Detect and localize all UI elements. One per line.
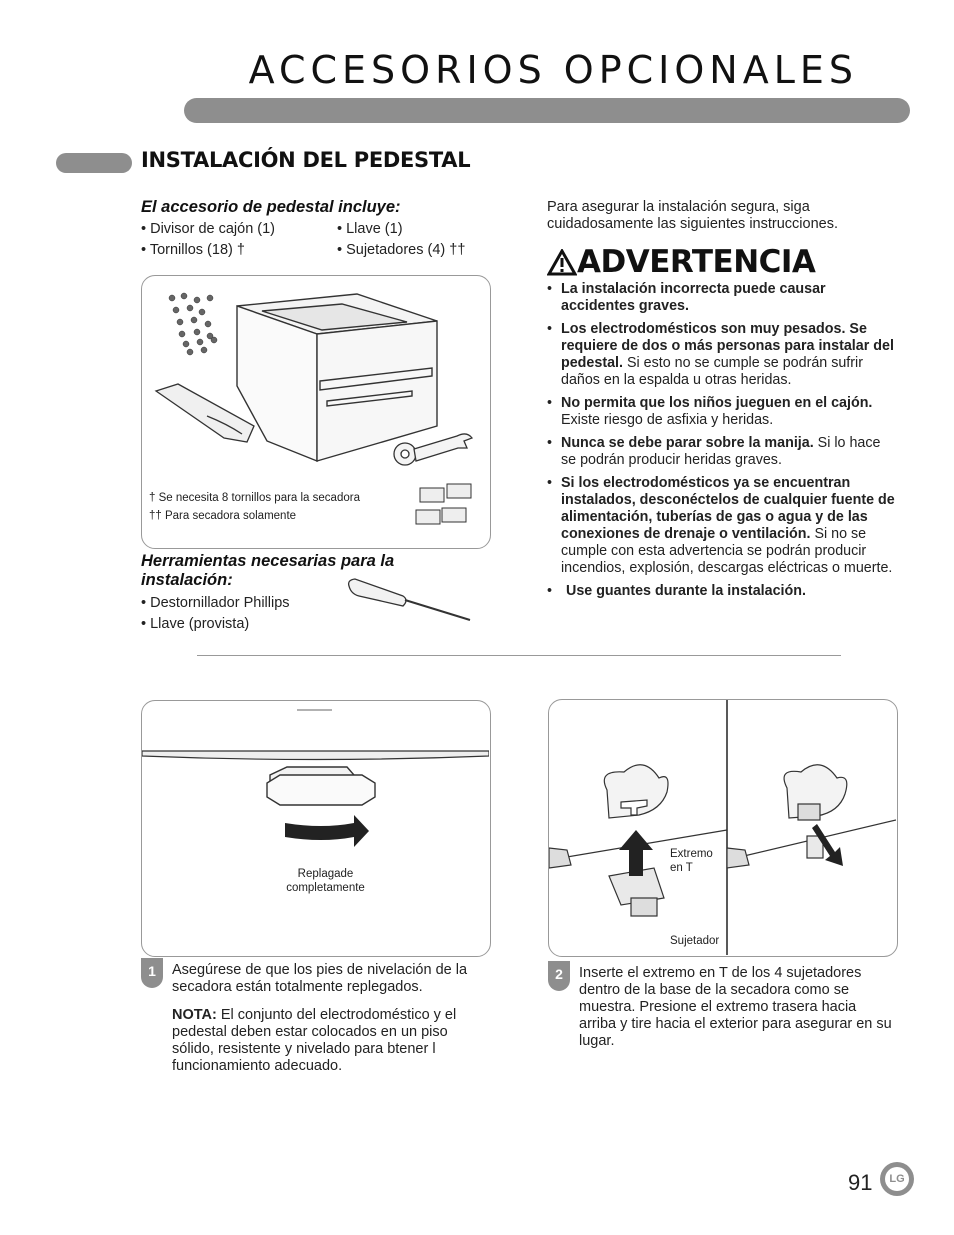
step2-figure	[548, 699, 898, 957]
page-header	[0, 48, 954, 96]
step1-number: 1	[141, 958, 163, 988]
header-title: ACCESORIOS OPCIONALES	[248, 48, 858, 92]
step1-figure	[141, 700, 491, 957]
lg-logo-icon	[880, 1162, 914, 1196]
warning-item: • Nunca se debe parar sobre la manija. Si lo hace se podrán producir heridas graves.	[547, 435, 897, 469]
tools-item-screwdriver: • Destornillador Phillips	[141, 595, 290, 611]
step1-figure-label: Replagade completamente	[286, 868, 365, 894]
rotate-arrow-icon	[285, 815, 369, 847]
pedestal-parts-figure	[141, 275, 491, 549]
leveling-foot-illustration	[142, 701, 489, 955]
tools-item-wrench: • Llave (provista)	[141, 616, 250, 632]
step2-number: 2	[548, 961, 570, 991]
step2-text: Inserte el extremo en T de los 4 sujetadores dentro de la base de la secadora como se muestra. Presione el extremo trasera hacia arriba y tire hacia el exterior para asegurar en su lugar.	[579, 965, 892, 1049]
warning-title: ADVERTENCIA	[577, 244, 816, 280]
step1-text: Asegúrese de que los pies de nivelación de la secadora están totalmente replegados.	[172, 962, 468, 995]
section-title: INSTALACIÓN DEL PEDESTAL	[141, 148, 471, 172]
includes-item-wrench: • Llave (1)	[337, 221, 403, 237]
section-marker	[56, 153, 132, 173]
fastener-install-illustration	[549, 700, 896, 955]
lg-logo-text: LG	[885, 1167, 909, 1191]
t-end-label: Extremo en T	[670, 848, 713, 874]
warning-item: • Si los electrodomésticos ya se encuentran instalados, desconéctelos de cualquier fuente de alimentación, tuberías de gas o agua y de las conexiones de drenaje o ventilación. Si no se cumple con esta advertencia se podrán producir incendios, explosión, descargas eléctricas o muerte.	[547, 475, 897, 577]
warning-triangle-icon	[547, 249, 577, 276]
section-divider	[197, 655, 841, 656]
warning-item: • Use guantes durante la instalación.	[547, 583, 897, 600]
page-number: 91	[848, 1170, 873, 1195]
header-bar	[184, 98, 910, 123]
includes-heading: El accesorio de pedestal incluye:	[141, 198, 401, 216]
drawer-divider-icon	[156, 384, 254, 442]
intro-text: Para asegurar la instalación segura, siga cuidadosamente las siguientes instrucciones.	[547, 199, 838, 232]
includes-item-fasteners: • Sujetadores (4) ††	[337, 242, 466, 258]
screwdriver-icon	[345, 576, 475, 624]
warning-item: • Los electrodomésticos son muy pesados. Se requiere de dos o más personas para instalar del pedestal. Si esto no se cumple se podrán sufrir daños en la espalda u otras heridas.	[547, 321, 897, 389]
warning-list	[547, 281, 897, 606]
leveling-foot-icon	[267, 767, 375, 805]
fastener-label: Sujetador	[670, 935, 720, 947]
screws-note: † Se necesita 8 tornillos para la secadora	[149, 492, 360, 504]
pedestal-illustration	[142, 276, 489, 547]
step1-note: NOTA: El conjunto del electrodoméstico y el pedestal deben estar colocados en un piso sólido, resistente y nivelado para btener l funcionamiento adecuado.	[172, 1007, 457, 1074]
warning-item: • La instalación incorrecta puede causar accidentes graves.	[547, 281, 897, 315]
fasteners-note: †† Para secadora solamente	[149, 510, 297, 522]
includes-item-divider: • Divisor de cajón (1)	[141, 221, 276, 237]
warning-item: • No permita que los niños jueguen en el cajón. Existe riesgo de asfixia y heridas.	[547, 395, 897, 429]
pedestal-icon	[237, 294, 437, 461]
warning-heading	[547, 244, 815, 280]
tools-heading: Herramientas necesarias para la instalación:	[141, 552, 395, 589]
wrench-icon	[394, 434, 472, 465]
includes-item-screws: • Tornillos (18) †	[141, 242, 245, 258]
fasteners-icon	[416, 484, 471, 524]
screws-icon	[169, 293, 217, 355]
